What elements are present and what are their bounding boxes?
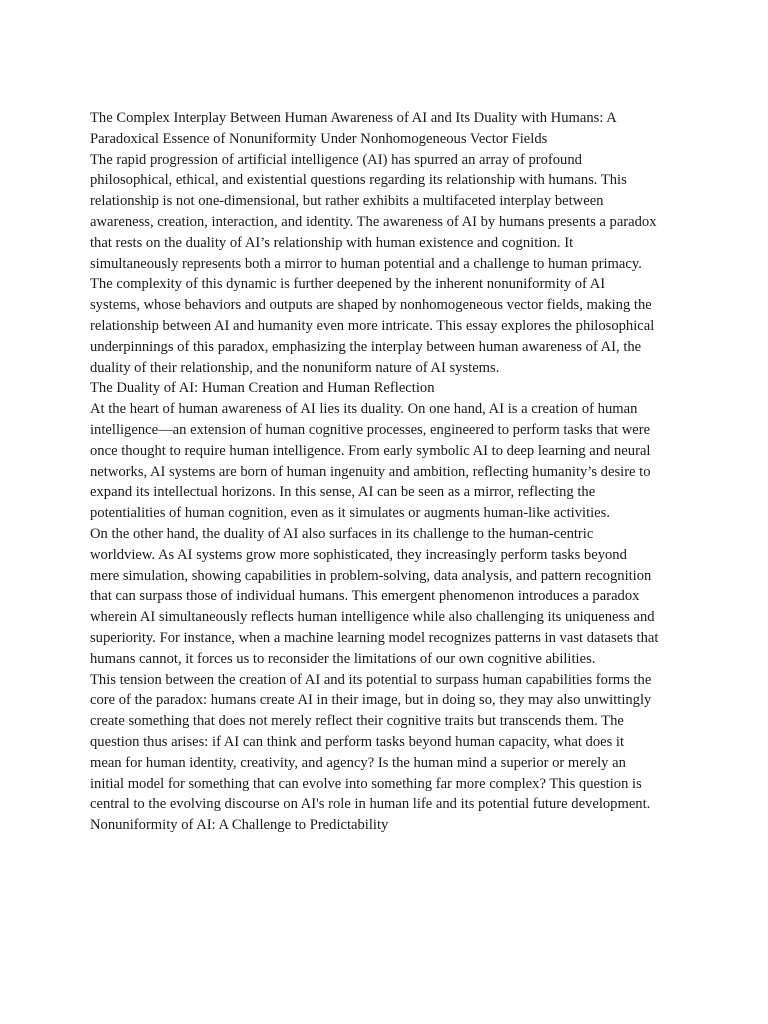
text-line: systems, whose behaviors and outputs are shaped by nonhomogeneous vector fields, making the xyxy=(90,297,652,314)
text-line: simultaneously represents both a mirror to human potential and a challenge to human primacy. xyxy=(90,255,642,272)
document-title xyxy=(90,108,682,150)
text-line: central to the evolving discourse on AI's role in human life and its potential future development. xyxy=(90,796,651,813)
text-line: philosophical, ethical, and existential questions regarding its relationship with humans. This xyxy=(90,172,627,189)
text-line: humans cannot, it forces us to reconsider the limitations of our own cognitive abilities. xyxy=(90,650,596,667)
text-line: question thus arises: if AI can think and perform tasks beyond human capacity, what does it xyxy=(90,733,625,750)
document-page xyxy=(90,108,682,836)
text-line: duality of their relationship, and the nonuniform nature of AI systems. xyxy=(90,359,500,376)
text-line: wherein AI simultaneously reflects human intelligence while also challenging its uniqueness and xyxy=(90,609,655,626)
text-line: underpinnings of this paradox, emphasizing the interplay between human awareness of AI, the xyxy=(90,338,642,355)
text-line: At the heart of human awareness of AI lies its duality. On one hand, AI is a creation of human xyxy=(90,401,638,418)
text-line: potentialities of human cognition, even as it simulates or augments human-like activities. xyxy=(90,505,610,522)
text-line: that rests on the duality of AI’s relationship with human existence and cognition. It xyxy=(90,234,574,251)
text-line: intelligence—an extension of human cognitive processes, engineered to perform tasks that were xyxy=(90,421,651,438)
title-line: The Complex Interplay Between Human Awareness of AI and Its Duality with Humans: A xyxy=(90,110,617,126)
text-line: relationship between AI and humanity even more intricate. This essay explores the philosophical xyxy=(90,317,655,334)
text-line: mean for human identity, creativity, and agency? Is the human mind a superior or merely an xyxy=(90,754,626,771)
section-heading-duality: The Duality of AI: Human Creation and Human Reflection xyxy=(90,380,435,397)
text-line: initial model for something that can evolve into something far more complex? This question is xyxy=(90,775,642,792)
duality-paragraph-1 xyxy=(90,399,682,524)
text-line: networks, AI systems are born of human ingenuity and ambition, reflecting humanity’s desire to xyxy=(90,463,651,480)
text-line: On the other hand, the duality of AI also surfaces in its challenge to the human-centric xyxy=(90,525,594,542)
text-line: The complexity of this dynamic is further deepened by the inherent nonuniformity of AI xyxy=(90,276,606,293)
text-line: awareness, creation, interaction, and identity. The awareness of AI by humans presents a paradox xyxy=(90,213,657,230)
text-line: core of the paradox: humans create AI in their image, but in doing so, they may also unwittingly xyxy=(90,692,652,709)
section-heading-nonuniformity: Nonuniformity of AI: A Challenge to Predictability xyxy=(90,817,389,834)
text-line: relationship is not one-dimensional, but rather exhibits a multifaceted interplay between xyxy=(90,193,604,210)
text-line: expand its intellectual horizons. In this sense, AI can be seen as a mirror, reflecting the xyxy=(90,484,596,501)
duality-paragraph-3 xyxy=(90,670,682,816)
text-line: superiority. For instance, when a machine learning model recognizes patterns in vast datasets that xyxy=(90,629,659,646)
text-line: create something that does not merely reflect their cognitive traits but transcends them. The xyxy=(90,713,624,730)
text-line: The rapid progression of artificial intelligence (AI) has spurred an array of profound xyxy=(90,151,582,168)
text-line: worldview. As AI systems grow more sophisticated, they increasingly perform tasks beyond xyxy=(90,546,627,563)
text-line: This tension between the creation of AI and its potential to surpass human capabilities forms the xyxy=(90,671,652,688)
text-line: once thought to require human intelligence. From early symbolic AI to deep learning and neural xyxy=(90,442,651,459)
text-line: that can surpass those of individual humans. This emergent phenomenon introduces a paradox xyxy=(90,588,640,605)
text-line: mere simulation, showing capabilities in problem-solving, data analysis, and pattern recognition xyxy=(90,567,652,584)
title-line: Paradoxical Essence of Nonuniformity Under Nonhomogeneous Vector Fields xyxy=(90,130,548,147)
duality-paragraph-2 xyxy=(90,524,682,670)
intro-paragraph xyxy=(90,150,682,379)
